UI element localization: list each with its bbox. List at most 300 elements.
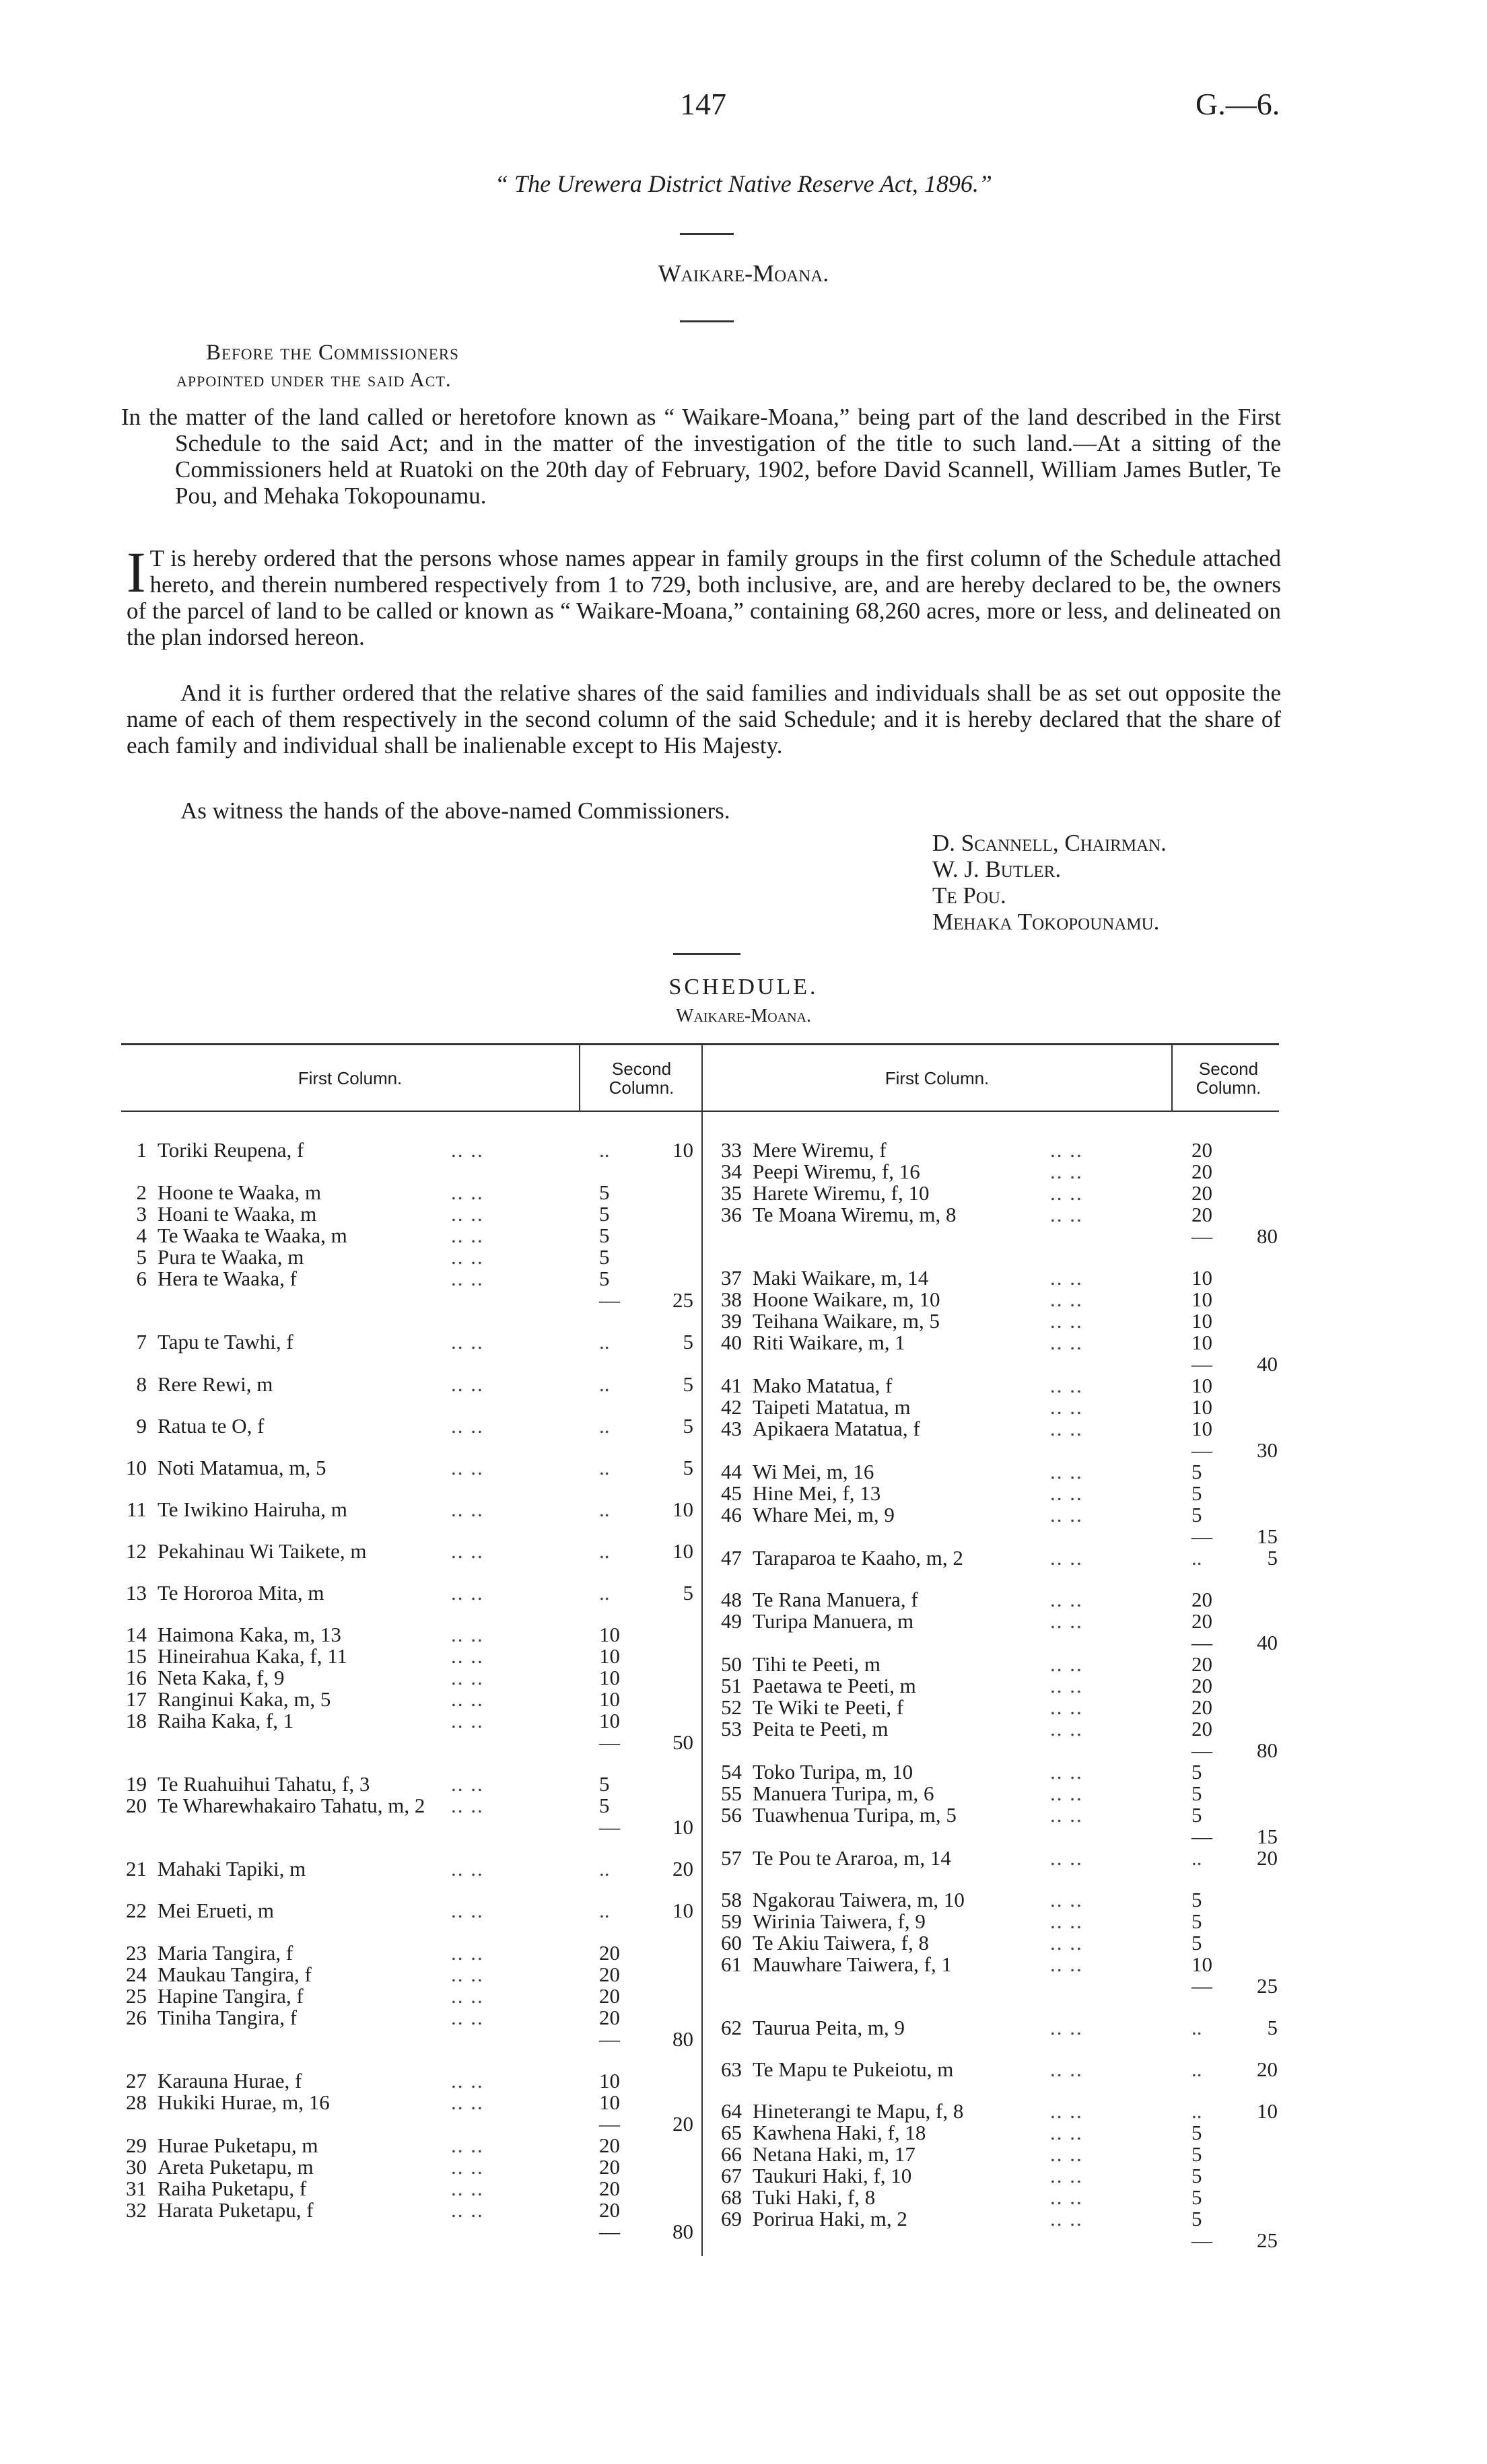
owner-name: Toko Turipa, m, 10 [753,1760,913,1784]
owner-name: Peita te Peeti, m [753,1717,889,1740]
table-row [0,1460,1487,1483]
leader-dots: .. [599,1857,610,1880]
entry-number: 33 [721,1138,742,1162]
individual-share: — [1191,1738,1212,1762]
individual-share: 20 [599,2198,620,2222]
entry-number: 31 [126,2177,147,2200]
owner-name: Netana Haki, m, 17 [753,2142,915,2166]
entry-number: 13 [126,1581,147,1605]
owner-name: Porirua Haki, m, 2 [753,2207,907,2230]
leader-dots: .. .. [451,2006,484,2029]
owner-name: Hera te Waaka, f [158,1267,297,1290]
individual-share: 5 [1191,1909,1202,1933]
entry-number: 3 [136,1202,147,1226]
leader-dots: .. .. [451,1372,484,1396]
individual-share: 10 [1191,1331,1212,1354]
owner-name: Te Mapu te Pukeiotu, m [753,2057,954,2081]
leader-dots: .. .. [451,1181,484,1204]
individual-share: 10 [1191,1374,1212,1397]
leader-dots: .. .. [1050,1674,1083,1697]
page-number: 147 [680,87,726,121]
owner-name: Mahaki Tapiki, m [158,1857,306,1880]
table-row [0,2164,1487,2187]
owner-name: Manuera Turipa, m, 6 [753,1782,934,1805]
table-row [0,1847,1487,1869]
individual-share: — [599,1288,620,1312]
leader-dots: .. .. [451,1330,484,1353]
table-row [0,1182,1487,1204]
leader-dots: .. .. [1050,2207,1083,2230]
witness-line: As witness the hands of the above-named Commissioners. [180,798,730,824]
leader-dots: .. .. [1050,1695,1083,1719]
entry-number: 16 [126,1666,147,1689]
owner-name: Mei Erueti, m [158,1899,275,1922]
entry-number: 59 [721,1909,742,1933]
owner-name: Neta Kaka, f, 9 [158,1666,285,1689]
owner-name: Taukuri Haki, f, 10 [753,2164,912,2187]
table-row [0,1975,1487,1997]
leader-dots: .. [599,1372,610,1396]
individual-share: — [599,2220,620,2243]
leader-dots: .. .. [1050,1760,1083,1784]
signature-butler: W. J. Butler. [932,856,1062,882]
family-total: 5 [683,1372,693,1396]
entry-number: 5 [136,1245,147,1269]
header-second-column-right: Second Column. [1196,1059,1261,1098]
table-row [0,1761,1487,1783]
owner-name: Whare Mei, m, 9 [753,1503,895,1526]
individual-share: 20 [1191,1695,1212,1719]
table-header-rule [121,1111,1279,1112]
signature-te-pou: Te Pou. [932,882,1006,909]
owner-name: Mako Matatua, f [753,1374,893,1397]
entry-number: 24 [126,1963,147,1986]
family-total: 5 [683,1456,693,1479]
entry-number: 32 [126,2198,147,2222]
table-row [0,2121,1487,2144]
table-row [0,1246,1487,1268]
entry-number: 38 [721,1288,742,1311]
leader-dots: .. .. [1050,1266,1083,1290]
entry-number: 17 [126,1687,147,1711]
leader-dots: .. .. [451,1687,484,1711]
owner-name: Taipeti Matatua, m [753,1395,911,1419]
matter-paragraph [121,404,1281,509]
individual-share: 20 [599,2155,620,2179]
owner-name: Pekahinau Wi Taikete, m [158,1539,367,1563]
document-reference: G.—6. [1196,87,1280,121]
owner-name: Tuawhenua Turipa, m, 5 [753,1803,957,1827]
leader-dots: .. [599,1138,610,1162]
owner-name: Harata Puketapu, f [158,2198,314,2222]
entry-number: 9 [136,1414,147,1438]
entry-number: 55 [721,1782,742,1805]
leader-dots: .. .. [1050,1309,1083,1333]
entry-number: 7 [136,1330,147,1353]
individual-share: 5 [1191,1888,1202,1911]
entry-number: 14 [126,1623,147,1646]
family-total: 40 [1257,1631,1278,1654]
individual-share: 5 [599,1794,610,1817]
individual-share: 10 [1191,1417,1212,1440]
table-row [0,1504,1487,1526]
entry-number: 22 [126,1899,147,1922]
entry-number: 40 [721,1331,742,1354]
owner-name: Hoone Waikare, m, 10 [753,1288,940,1311]
family-total: 20 [672,1857,693,1880]
column-divider [1171,1045,1173,1112]
leader-dots: .. .. [451,1644,484,1668]
owner-name: Hineirahua Kaka, f, 11 [158,1644,348,1668]
family-total: 80 [1257,1738,1278,1762]
leader-dots: .. [1191,2099,1202,2123]
entry-number: 63 [721,2057,742,2081]
table-row [0,1374,1487,1397]
individual-share: 5 [1191,1460,1202,1483]
owner-name: Pura te Waaka, m [158,1245,304,1269]
leader-dots: .. .. [1050,1846,1083,1870]
owner-name: Raiha Kaka, f, 1 [158,1709,294,1732]
individual-share: — [1191,1352,1212,1376]
table-row [0,2143,1487,2165]
leader-dots: .. .. [1050,1546,1083,1570]
individual-share: 20 [599,2006,620,2029]
individual-share: 5 [1191,1782,1202,1805]
owner-name: Te Hororoa Mita, m [158,1581,324,1605]
owner-name: Wirinia Taiwera, f, 9 [753,1909,926,1933]
entry-number: 15 [126,1644,147,1668]
family-total: 5 [683,1330,693,1353]
family-total: 30 [1257,1438,1278,1462]
table-row [0,1610,1487,1632]
leader-dots: .. [1191,1846,1202,1870]
family-total: 80 [672,2027,693,2051]
leader-dots: .. .. [451,1539,484,1563]
entry-number: 49 [721,1609,742,1633]
leader-dots: .. .. [451,2177,484,2200]
order-paragraph [127,540,1281,650]
individual-share: 10 [599,1709,620,1732]
entry-number: 60 [721,1931,742,1955]
individual-share: 20 [599,1941,620,1965]
table-row [0,1439,1487,1461]
owner-name: Hineterangi te Mapu, f, 8 [753,2099,964,2123]
individual-share: — [599,1815,620,1839]
owner-name: Te Akiu Taiwera, f, 8 [753,1931,929,1955]
table-row [0,2058,1487,2080]
entry-number: 45 [721,1481,742,1505]
entry-number: 6 [136,1267,147,1290]
owner-name: Riti Waikare, m, 1 [753,1331,905,1354]
entry-number: 29 [126,2134,147,2157]
individual-share: — [1191,1631,1212,1654]
individual-share: 5 [1191,2185,1202,2209]
entry-number: 51 [721,1674,742,1697]
table-row [0,1482,1487,1504]
individual-share: 20 [1191,1717,1212,1740]
individual-share: — [1191,2228,1212,2252]
owner-name: Wi Mei, m, 16 [753,1460,874,1483]
shares-text: And it is further ordered that the relative shares of the said families and individuals shall be as set out opposite the name of each of them respectively in the second column of the said Schedule; and it is hereby declared that the share of each family and individual shall be inalienable except to His Majesty. [127,680,1281,759]
leader-dots: .. .. [451,1984,484,2008]
owner-name: Te Rana Manuera, f [753,1588,918,1611]
leader-dots: .. [599,1456,610,1479]
entry-number: 19 [126,1772,147,1796]
leader-dots: .. .. [1050,1952,1083,1976]
table-row [0,1353,1487,1375]
divider [680,233,734,235]
individual-share: 5 [1191,1481,1202,1505]
owner-name: Te Wiki te Peeti, f [753,1695,904,1719]
leader-dots: .. .. [1050,1331,1083,1354]
leader-dots: .. .. [451,1456,484,1479]
entry-number: 21 [126,1857,147,1880]
leader-dots: .. .. [451,1899,484,1922]
leader-dots: .. .. [451,2069,484,2092]
entry-number: 43 [721,1417,742,1440]
family-total: 80 [672,2220,693,2243]
individual-share: 20 [1191,1674,1212,1697]
owner-name: Toriki Reupena, f [158,1138,304,1162]
entry-number: 25 [126,1984,147,2008]
entry-number: 30 [126,2155,147,2179]
entry-number: 61 [721,1952,742,1976]
owner-name: Haimona Kaka, m, 13 [158,1623,341,1646]
table-row [0,1139,1487,1161]
family-total: 10 [672,1498,693,1521]
individual-share: 10 [1191,1395,1212,1419]
leader-dots: .. .. [1050,2142,1083,2166]
family-total: 20 [1257,1846,1278,1870]
individual-share: 5 [1191,1503,1202,1526]
leader-dots: .. .. [1050,1138,1083,1162]
leader-dots: .. .. [451,1772,484,1796]
individual-share: 10 [599,1666,620,1689]
owner-name: Peepi Wiremu, f, 16 [753,1160,920,1183]
family-total: 10 [672,1539,693,1563]
divider [673,953,740,955]
leader-dots: .. [1191,2016,1202,2039]
table-row [0,1525,1487,1547]
table-row [0,2186,1487,2208]
individual-share: 20 [1191,1588,1212,1611]
leader-dots: .. .. [451,2198,484,2222]
individual-share: 5 [1191,2142,1202,2166]
entry-number: 2 [136,1181,147,1204]
owner-name: Maukau Tangira, f [158,1963,312,1986]
before-commissioners: Before the Commissioners [206,341,459,365]
leader-dots: .. .. [1050,2164,1083,2187]
owner-name: Te Iwikino Hairuha, m [158,1498,347,1521]
owner-name: Tihi te Peeti, m [753,1652,881,1676]
individual-share: 5 [1191,2207,1202,2230]
table-row [0,1414,1487,1440]
leader-dots: .. .. [1050,1481,1083,1505]
table-row [0,1825,1487,1847]
leader-dots: .. .. [451,2155,484,2179]
shares-paragraph [127,680,1281,759]
table-row [0,2100,1487,2122]
table-row [0,1396,1487,1418]
matter-text: In the matter of the land called or heretofore known as “ Waikare-Moana,” being part of the land described in the First Schedule to the said Act; and in the matter of the investigation of the title to such land.—At a sitting of the Commissioners held at Ruatoki on the 20th day of February, 1902, before David Scannell, William James Butler, Te Pou, and Mehaka Tokopounamu. [121,404,1281,509]
individual-share: 5 [1191,1760,1202,1784]
leader-dots: .. [599,1581,610,1605]
owner-name: Maki Waikare, m, 14 [753,1266,929,1290]
leader-dots: .. .. [451,1666,484,1689]
family-total: 10 [1257,2099,1278,2123]
table-row [0,1310,1487,1332]
entry-number: 1 [136,1138,147,1162]
entry-number: 62 [721,2016,742,2039]
leader-dots: .. .. [1050,1203,1083,1226]
leader-dots: .. .. [451,2134,484,2157]
table-row [0,1547,1487,1569]
leader-dots: .. .. [451,1138,484,1162]
leader-dots: .. [599,1539,610,1563]
header-second-column-left: Second Column. [609,1059,675,1098]
leader-dots: .. .. [451,1581,484,1605]
family-total: 5 [1267,1546,1278,1570]
table-row [0,1932,1487,1954]
leader-dots: .. .. [1050,1181,1083,1205]
owner-name: Hoani te Waaka, m [158,1202,317,1226]
entry-number: 23 [126,1941,147,1965]
divider [680,320,734,322]
appointed-under: appointed under the said Act. [176,367,452,391]
individual-share: 5 [599,1772,610,1796]
leader-dots: .. [1191,2057,1202,2081]
leader-dots: .. .. [451,1498,484,1521]
entry-number: 67 [721,2164,742,2187]
individual-share: 5 [599,1245,610,1269]
individual-share: 20 [1191,1138,1212,1162]
signature-mehaka: Mehaka Tokopounamu. [932,909,1160,935]
owner-name: Maria Tangira, f [158,1941,293,1965]
leader-dots: .. [599,1414,610,1438]
owner-name: Taurua Peita, m, 9 [753,2016,905,2039]
individual-share: 5 [1191,1931,1202,1955]
individual-share: 5 [599,1181,610,1204]
individual-share: 10 [1191,1952,1212,1976]
table-row [0,1889,1487,1911]
owner-name: Hine Mei, f, 13 [753,1481,881,1505]
entry-number: 44 [721,1460,742,1483]
family-total: 10 [672,1899,693,1922]
entry-number: 58 [721,1888,742,1911]
owner-name: Hurae Puketapu, m [158,2134,318,2157]
table-row [0,2016,1487,2039]
owner-name: Ranginui Kaka, m, 5 [158,1687,331,1711]
entry-number: 10 [126,1456,147,1479]
table-top-rule [121,1043,1279,1045]
leader-dots: .. .. [451,1267,484,1290]
leader-dots: .. .. [1050,1503,1083,1526]
family-total: 40 [1257,1352,1278,1376]
owner-name: Te Waaka te Waaka, m [158,1224,347,1247]
family-total: 10 [672,1138,693,1162]
leader-dots: .. .. [1050,1288,1083,1311]
table-row [0,1718,1487,1740]
entry-number: 34 [721,1160,742,1183]
individual-share: 20 [599,1963,620,1986]
individual-share: 20 [1191,1203,1212,1226]
owner-name: Hapine Tangira, f [158,1984,304,2008]
entry-number: 56 [721,1803,742,1827]
individual-share: 10 [599,1687,620,1711]
leader-dots: .. .. [451,1414,484,1438]
individual-share: 10 [599,1623,620,1646]
individual-share: 20 [599,1984,620,2008]
individual-share: 10 [1191,1288,1212,1311]
individual-share: 5 [1191,2164,1202,2187]
family-total: 50 [672,1730,693,1754]
table-row [0,2229,1487,2251]
table-row [0,2208,1487,2230]
leader-dots: .. .. [451,1709,484,1732]
individual-share: 10 [599,1644,620,1668]
family-total: 25 [1257,1974,1278,1998]
table-row [0,1331,1487,1353]
owner-name: Mere Wiremu, f [753,1138,887,1162]
owner-name: Ngakorau Taiwera, m, 10 [753,1888,965,1911]
table-row [0,1696,1487,1718]
entry-number: 36 [721,1203,742,1226]
leader-dots: .. .. [1050,1888,1083,1911]
owner-name: Apikaera Matatua, f [753,1417,920,1440]
table-row [0,1739,1487,1761]
entry-number: 35 [721,1181,742,1205]
owner-name: Raiha Puketapu, f [158,2177,307,2200]
owner-name: Tapu te Tawhi, f [158,1330,293,1353]
table-row [0,1267,1487,1289]
individual-share: 20 [599,2177,620,2200]
family-total: 15 [1257,1825,1278,1848]
leader-dots: .. .. [1050,1417,1083,1440]
leader-dots: .. .. [1050,2185,1083,2209]
drop-cap: I [127,540,146,604]
individual-share: — [1191,1524,1212,1548]
leader-dots: .. .. [1050,1460,1083,1483]
leader-dots: .. .. [1050,1782,1083,1805]
leader-dots: .. .. [1050,1652,1083,1676]
individual-share: 10 [599,2069,620,2092]
leader-dots: .. .. [1050,1931,1083,1955]
owner-name: Te Moana Wiremu, m, 8 [753,1203,957,1226]
entry-number: 64 [721,2099,742,2123]
individual-share: 10 [599,2090,620,2114]
leader-dots: .. [599,1498,610,1521]
leader-dots: .. .. [1050,1588,1083,1611]
table-row [0,1203,1487,1226]
leader-dots: .. .. [1050,1395,1083,1419]
individual-share: — [599,1730,620,1754]
individual-share: 20 [1191,1181,1212,1205]
header-first-column-right: First Column. [885,1068,990,1088]
table-row [0,1782,1487,1804]
entry-number: 20 [126,1794,147,1817]
entry-number: 53 [721,1717,742,1740]
individual-share: 5 [599,1224,610,1247]
table-row [0,1160,1487,1183]
entry-number: 27 [126,2069,147,2092]
family-total: 25 [1257,2228,1278,2252]
table-row [0,1804,1487,1826]
leader-dots: .. .. [1050,1609,1083,1633]
individual-share: 5 [599,1267,610,1290]
owner-name: Tiniha Tangira, f [158,2006,298,2029]
owner-name: Noti Matamua, m, 5 [158,1456,326,1479]
individual-share: 20 [599,2134,620,2157]
